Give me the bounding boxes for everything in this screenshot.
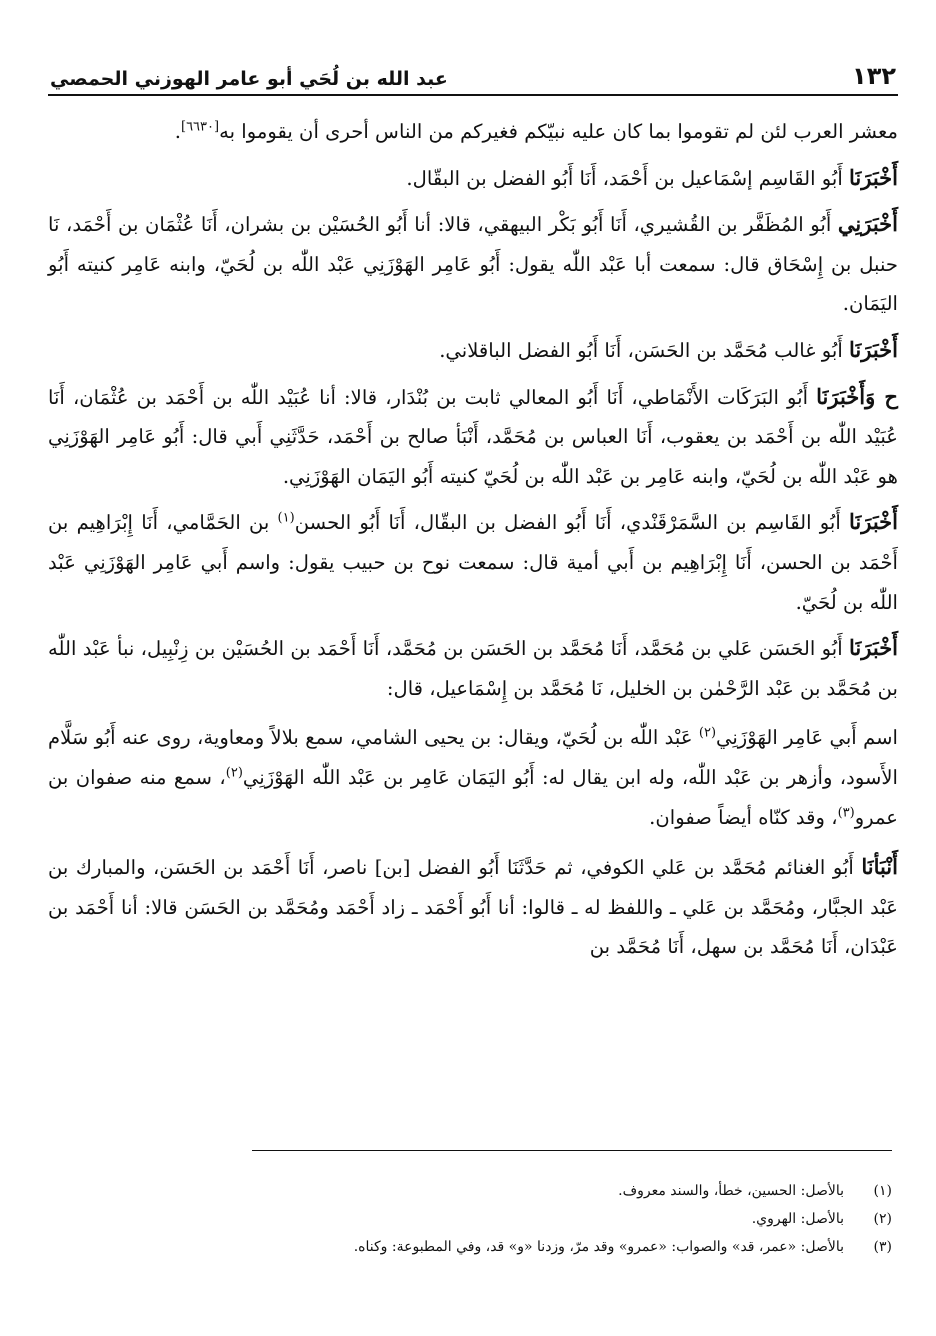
isnad-lead: أَخْبَرَنَا	[849, 635, 899, 661]
footnote-text: بالأصل: الهروي.	[751, 1211, 844, 1227]
footnote-2	[252, 1205, 892, 1233]
footnote-1	[252, 1177, 892, 1205]
paragraph-3: أَخْبَرَنِي أَبُو المُظَفَّر بن القُشيري، أَنَا أَبُو بَكْر البيهقي، قالا: أنا أَبُو الحُسَيْن بن بشران، أَنَا عُثْمَان بن أَحْمَد، نَا حنبل بن إِسْحَاق قال: سمعت أبا عَبْد اللّٰه يقول: أَبُو عَامِر الهَوْزَنِي عَبْد اللّٰه بن لُحَيّ، وابنه عَامِر كنيته أَبُو اليَمَان.	[48, 211, 898, 316]
footnote-number: (١)	[873, 1183, 892, 1199]
paragraph-6: أَخْبَرَنَا أَبُو القَاسِم بن السَّمَرْقَنْدي، أَنَا أَبُو الفضل بن البقّال، أَنَا أَبُو الحسن$^{(١)}$ بن الحَمَّامي، أَنَا إِبْرَاهِيم بن أَحْمَد بن الحسن، أَنَا إِبْرَاهِيم بن أَبي أمية قال: سمعت نوح بن حبيب يقول: واسم أَبي عَامِر الهَوْزَنِي عَبْد اللّٰه بن لُحَيّ.	[48, 509, 898, 614]
footnote-3	[252, 1233, 892, 1261]
footnote-ref: (٣)	[837, 804, 855, 820]
body-text	[48, 112, 898, 967]
isnad-lead: أَخْبَرَنَا	[849, 509, 898, 535]
paragraph-1: معشر العرب لئن لم تقوموا بما كان عليه نبيّكم فغيركم من الناس أحرى أن يقوموا به[٦٦٣٠].	[174, 119, 898, 143]
footnote-number: (٣)	[873, 1239, 892, 1255]
isnad-lead: أَنْبَأنَا	[861, 854, 898, 880]
paragraph-2: أَخْبَرَنَا أَبُو القَاسِم إسْمَاعيل بن أَحْمَد، أَنَا أَبُو الفضل بن البقّال.	[406, 164, 898, 190]
footnote-number: (٢)	[873, 1211, 892, 1227]
page-number: ١٣٢	[852, 62, 896, 90]
isnad-lead: أَخْبَرَنَا	[849, 336, 898, 362]
footnote-ref: (٢)	[225, 765, 243, 781]
isnad-lead: أَخْبَرَنَا	[849, 164, 898, 190]
running-head: عبد الله بن لُحَي أبو عامر الهوزني الحمصي	[50, 68, 448, 90]
isnad-lead: أَخْبَرَنِي	[837, 211, 898, 237]
footnotes	[252, 1150, 892, 1261]
footnote-ref: (٢)	[698, 725, 717, 741]
isnad-lead: ح وَأَخْبَرَنَا	[816, 383, 898, 409]
footnote-text: بالأصل: الحسين، خطأ، والسند معروف.	[618, 1183, 844, 1199]
footnote-ref: (١)	[277, 510, 295, 526]
page	[48, 52, 898, 1292]
footnote-ref: [٦٦٣٠]	[181, 119, 220, 135]
paragraph-4: أَخْبَرَنَا أَبُو غالب مُحَمَّد بن الحَسَن، أَنَا أَبُو الفضل الباقلاني.	[439, 336, 898, 362]
paragraph-9: أَنْبَأنَا أَبُو الغنائم مُحَمَّد بن عَلي الكوفي، ثم حَدَّثَنَا أَبُو الفضل [بن] ناصر، أَنَا أَحْمَد بن الحَسَن، والمبارك بن عَبْد الجبَّار، ومُحَمَّد بن عَلي ـ واللفظ له ـ قالوا: أنا أَبُو أَحْمَد ـ زاد أَحْمَد ومُحَمَّد بن الحَسَن قالا: أنا أَحْمَد بن عَبْدَان، أَنَا مُحَمَّد بن سهل، أَنَا مُحَمَّد بن	[48, 854, 898, 959]
footnote-text: بالأصل: «عمر، قد» والصواب: «عمرو» وقد مرّ، وزدنا «و» قد، وفي المطبوعة: وكناه.	[353, 1239, 844, 1255]
page-header	[48, 52, 898, 96]
paragraph-8: اسم أَبي عَامِر الهَوْزَنِي$^{(٢)}$ عَبْد اللّٰه بن لُحَيّ، ويقال: بن يحيى الشامي، سمع بلالاً ومعاوية، روى عنه أَبُو سَلَّام الأَسود، وأزهر بن عَبْد اللّٰه، وله ابن يقال له: أَبُو اليَمَان عَامِر بن عَبْد اللّٰه الهَوْزَنِي$^{(٢)}$، سمع منه صفوان بن عمرو$^{(٣)}$، وقد كنّاه أيضاً صفوان.	[48, 725, 898, 829]
paragraph-7: أَخْبَرَنَا أَبُو الحَسَن عَلي بن مُحَمَّد، أَنَا مُحَمَّد بن الحَسَن بن مُحَمَّد، أَنَا أَحْمَد بن الحُسَيْن بن زِنْبِيل، نبأ عَبْد اللّٰه بن مُحَمَّد بن عَبْد الرَّحْمٰن بن الخليل، نَا مُحَمَّد بن إِسْمَاعيل، قال:	[48, 635, 899, 700]
paragraph-5: ح وَأَخْبَرَنَا أَبُو البَرَكَات الأَنْمَاطي، أَنَا أَبُو المعالي ثابت بن بُنْدَار، قالا: أنا عُبَيْد اللّٰه بن أَحْمَد بن عُثْمَان، أَنَا عُبَيْد اللّٰه بن أَحْمَد بن يعقوب، أَنَا العباس بن مُحَمَّد، أَنْبَأ صالح بن أَحْمَد، حَدَّثَنِي أَبي قال: أَبُو عَامِر الهَوْزَنِي هو عَبْد اللّٰه بن لُحَيّ، وابنه عَامِر بن عَبْد اللّٰه بن لُحَيّ كنيته أَبُو اليَمَان الهَوْزَنِي.	[48, 383, 898, 488]
